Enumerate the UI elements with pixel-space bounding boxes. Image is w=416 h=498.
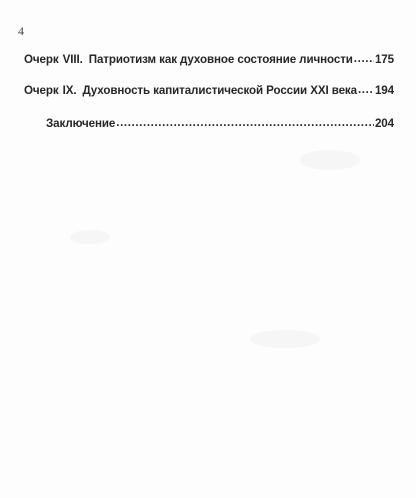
paper-texture — [300, 150, 360, 170]
conclusion-title: Заключение — [46, 117, 116, 130]
chapter-numeral: VIII. — [62, 53, 83, 66]
chapter-page-number: 175 — [374, 53, 394, 66]
conclusion-page-number: 204 — [374, 117, 394, 130]
paper-texture — [250, 330, 320, 348]
chapter-title: Патриотизм как духовное состояние личности — [88, 53, 353, 66]
dot-leader — [116, 115, 374, 131]
chapter-page-number: 194 — [374, 84, 394, 97]
toc-entry-conclusion — [46, 116, 394, 132]
chapter-numeral: IX. — [62, 84, 77, 97]
dot-leader — [354, 51, 374, 67]
chapter-title: Духовность капиталистической России XXI века — [82, 84, 357, 97]
dot-leader — [358, 82, 374, 98]
paper-texture — [70, 230, 110, 244]
chapter-label: Очерк — [24, 84, 59, 97]
chapter-label: Очерк — [24, 53, 59, 66]
toc-entry-chapter-9 — [24, 83, 394, 99]
toc-entry-chapter-8 — [24, 52, 394, 68]
page-number: 4 — [18, 24, 24, 38]
